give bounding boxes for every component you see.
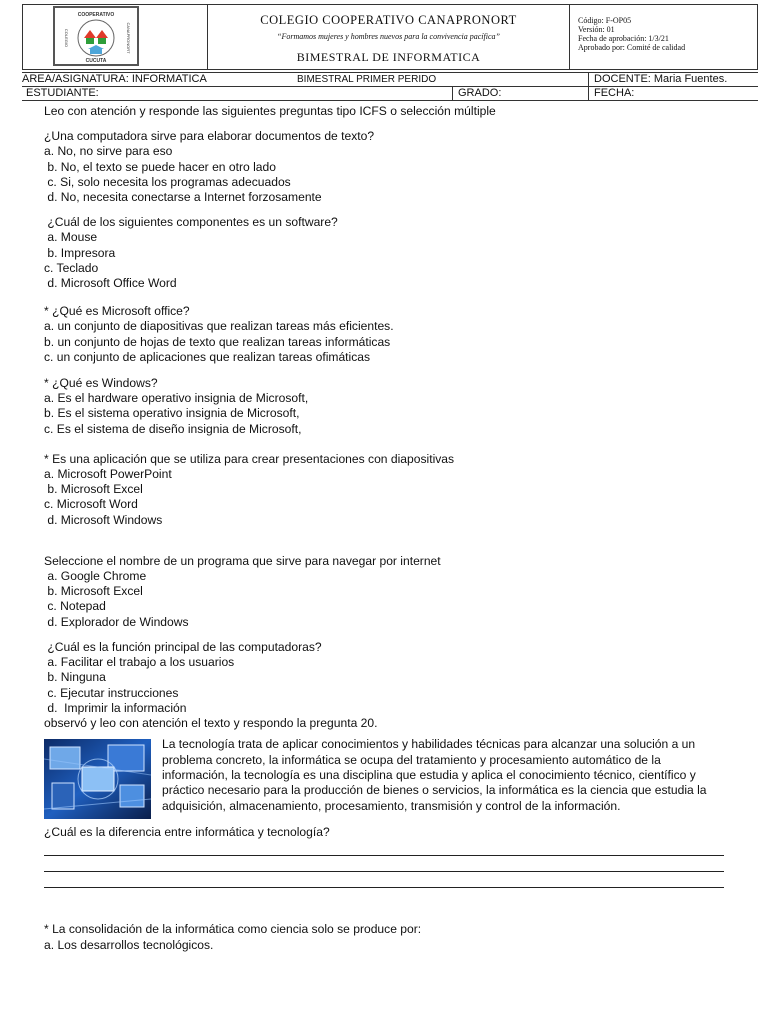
- svg-text:CANAPRONORT: CANAPRONORT: [126, 22, 131, 54]
- reading-text: La tecnología trata de aplicar conocimientos y habilidades técnicas para alcanzar una solución a un problema concreto, la informática se ocupa del tratamiento y procesamiento automático de la información, la tecnología es una disciplina que estudia y aplica el conocimiento técnico, científico y práctico necesario para la producción de bienes o servicios, la informática es la ciencia que estudia la adquisición, almacenamiento, procesamiento, transmisión y control de la información.: [162, 737, 707, 813]
- meta-approval-date: Fecha de aprobación: 1/3/21: [578, 34, 669, 43]
- reading-prompt: observó y leo con atención el texto y respondo la pregunta 20.: [44, 715, 378, 730]
- date-field[interactable]: FECHA:: [594, 87, 635, 99]
- option-b[interactable]: b. Microsoft Excel: [44, 584, 143, 599]
- grade-field[interactable]: GRADO:: [458, 87, 502, 99]
- area-label: AREA/ASIGNATURA: INFORMATICA: [22, 73, 207, 85]
- option-d[interactable]: d. Microsoft Windows: [44, 512, 163, 527]
- option-a[interactable]: a. un conjunto de diapositivas que realizan tareas más eficientes.: [44, 319, 394, 334]
- option-b[interactable]: b. Es el sistema operativo insignia de Microsoft,: [44, 406, 300, 421]
- period-label: BIMESTRAL PRIMER PERIDO: [297, 74, 437, 85]
- question-21: [44, 922, 734, 952]
- title-cell: [208, 5, 570, 69]
- svg-text:COLEGIO: COLEGIO: [64, 28, 69, 48]
- option-b[interactable]: b. un conjunto de hojas de texto que realizan tareas informáticas: [44, 334, 391, 349]
- question-text: ¿Cuál de los siguientes componentes es un software?: [44, 215, 338, 230]
- option-b[interactable]: b. Microsoft Excel: [44, 482, 143, 497]
- answer-line[interactable]: [44, 872, 724, 888]
- reading-section: [44, 737, 734, 823]
- meta-version: Versión: 01: [578, 25, 615, 34]
- question-text: * ¿Qué es Windows?: [44, 376, 158, 391]
- info-row-2: [22, 87, 758, 101]
- option-a[interactable]: a. Microsoft PowerPoint: [44, 467, 172, 482]
- option-a[interactable]: a. No, no sirve para eso: [44, 144, 173, 159]
- option-d[interactable]: d. Imprimir la información: [44, 700, 187, 715]
- svg-text:COOPERATIVO: COOPERATIVO: [77, 12, 115, 18]
- school-motto: “Formamos mujeres y hombres nuevos para la convivencia pacífica”: [277, 32, 500, 41]
- question-text: * ¿Qué es Microsoft office?: [44, 304, 190, 319]
- meta-approved-by: Aprobado por: Comité de calidad: [578, 43, 686, 52]
- option-c[interactable]: c. un conjunto de aplicaciones que realizan tareas ofimáticas: [44, 349, 371, 364]
- option-a[interactable]: a. Google Chrome: [44, 569, 147, 584]
- document-meta: [578, 16, 758, 52]
- option-c[interactable]: c. Microsoft Word: [44, 497, 138, 512]
- option-c[interactable]: c. Es el sistema de diseño insignia de Microsoft,: [44, 421, 302, 436]
- question-text: * La consolidación de la informática como ciencia solo se produce por:: [44, 922, 422, 937]
- instructions: Leo con atención y responde las siguientes preguntas tipo ICFS o selección múltiple: [44, 104, 496, 118]
- answer-line[interactable]: [44, 840, 724, 856]
- option-a[interactable]: a. Mouse: [44, 230, 98, 245]
- option-c[interactable]: c. Notepad: [44, 599, 106, 614]
- option-b[interactable]: b. Ninguna: [44, 670, 106, 685]
- question-4: [44, 376, 734, 437]
- option-b[interactable]: b. No, el texto se puede hacer en otro lado: [44, 159, 276, 174]
- option-c[interactable]: c. Ejecutar instrucciones: [44, 685, 179, 700]
- exam-title: BIMESTRAL DE INFORMATICA: [296, 50, 481, 64]
- question-text: ¿Cuál es la función principal de las computadoras?: [44, 639, 322, 654]
- option-c[interactable]: c. Si, solo necesita los programas adecuados: [44, 174, 291, 189]
- student-info-table: [22, 72, 758, 101]
- question-text: * Es una aplicación que se utiliza para crear presentaciones con diapositivas: [44, 451, 455, 466]
- option-a[interactable]: a. Facilitar el trabajo a los usuarios: [44, 655, 235, 670]
- question-5: [44, 452, 734, 528]
- question-2: [44, 215, 734, 291]
- school-logo: [53, 6, 139, 66]
- question-7: [44, 640, 734, 716]
- option-c[interactable]: c. Teclado: [44, 260, 99, 275]
- question-text: Seleccione el nombre de un programa que sirve para navegar por internet: [44, 553, 441, 568]
- technology-illustration: [44, 739, 151, 819]
- logo-cell: [23, 5, 208, 69]
- option-d[interactable]: d. Explorador de Windows: [44, 614, 189, 629]
- question-text: ¿Una computadora sirve para elaborar documentos de texto?: [44, 129, 375, 144]
- document-header: [22, 4, 758, 70]
- open-question: ¿Cuál es la diferencia entre informática y tecnología?: [44, 825, 330, 840]
- option-d[interactable]: d. No, necesita conectarse a Internet forzosamente: [44, 190, 322, 205]
- svg-text:CUCUTA: CUCUTA: [85, 58, 107, 64]
- info-row-1: [22, 73, 758, 87]
- question-1: [44, 129, 734, 205]
- answer-line[interactable]: [44, 856, 724, 872]
- question-3: [44, 304, 734, 365]
- option-a[interactable]: a. Los desarrollos tecnológicos.: [44, 937, 214, 952]
- student-field[interactable]: ESTUDIANTE:: [26, 87, 99, 99]
- school-name: COLEGIO COOPERATIVO CANAPRONORT: [260, 13, 517, 27]
- question-6: [44, 554, 734, 630]
- option-b[interactable]: b. Impresora: [44, 245, 116, 260]
- teacher-label: DOCENTE: Maria Fuentes.: [594, 73, 728, 85]
- exam-content: [44, 104, 734, 953]
- meta-code: Código: F-OP05: [578, 16, 632, 25]
- option-d[interactable]: d. Microsoft Office Word: [44, 276, 177, 291]
- option-a[interactable]: a. Es el hardware operativo insignia de Microsoft,: [44, 391, 309, 406]
